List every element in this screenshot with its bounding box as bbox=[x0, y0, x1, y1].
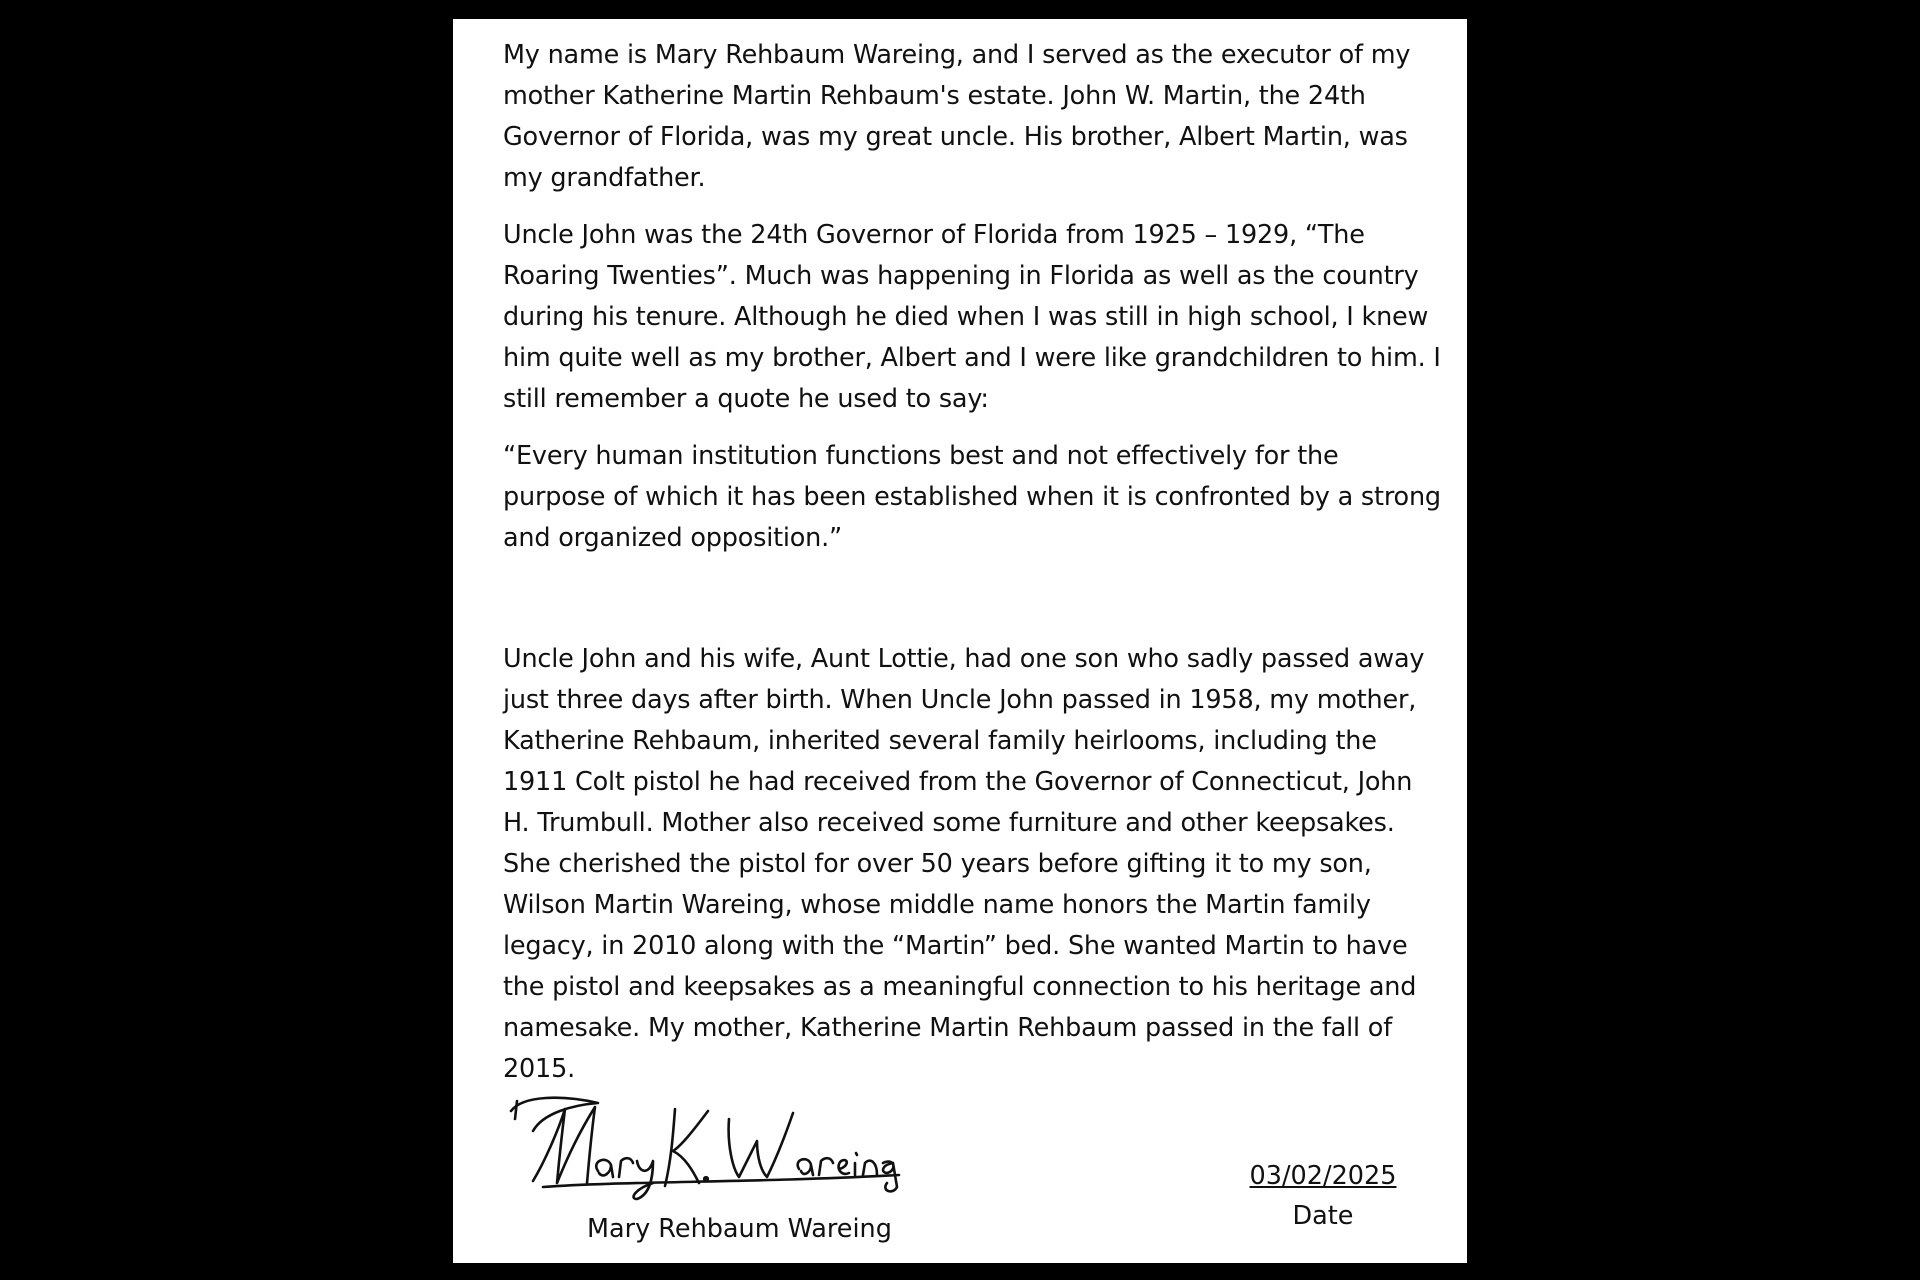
paragraph-heirlooms: Uncle John and his wife, Aunt Lottie, had one son who sadly passed away just three days after birth. When Uncle John passed in 1958, my mother, Katherine Rehbaum, inherited several family heirlooms, including the 1911 Colt pistol he had received from the Governor of Connecticut, John H. Trumbull. Mother also received some furniture and other keepsakes. She cherished the pistol for over 50 years before gifting it to my son, Wilson Martin Wareing, whose middle name honors the Martin family legacy, in 2010 along with the “Martin” bed. She wanted Martin to have the pistol and keepsakes as a meaningful connection to his heritage and namesake. My mother, Katherine Martin Rehbaum passed in the fall of 2015. bbox=[503, 644, 1425, 1084]
letter-body bbox=[503, 35, 1443, 1106]
date-label: Date bbox=[1292, 1201, 1354, 1231]
document-page bbox=[453, 19, 1467, 1263]
date-block bbox=[1223, 1159, 1423, 1233]
signature-block bbox=[503, 1091, 943, 1261]
printed-signer-name: Mary Rehbaum Wareing bbox=[587, 1214, 892, 1244]
paragraph-intro: My name is Mary Rehbaum Wareing, and I served as the executor of my mother Katherine Martin Rehbaum's estate. John W. Martin, the 24th Governor of Florida, was my great uncle. His brother, Albert Martin, was my grandfather. bbox=[503, 40, 1411, 193]
paragraph-quote: “Every human institution functions best and not effectively for the purpose of which it has been established when it is confronted by a strong and organized opposition.” bbox=[503, 441, 1441, 553]
paragraph-governor: Uncle John was the 24th Governor of Florida from 1925 – 1929, “The Roaring Twenties”. Much was happening in Florida as well as the country during his tenure. Although he died when I was still in high school, I knew him quite well as my brother, Albert and I were like grandchildren to him. I still remember a quote he used to say: bbox=[503, 220, 1441, 414]
date-value: 03/02/2025 bbox=[1249, 1161, 1397, 1191]
handwritten-signature bbox=[503, 1091, 943, 1201]
